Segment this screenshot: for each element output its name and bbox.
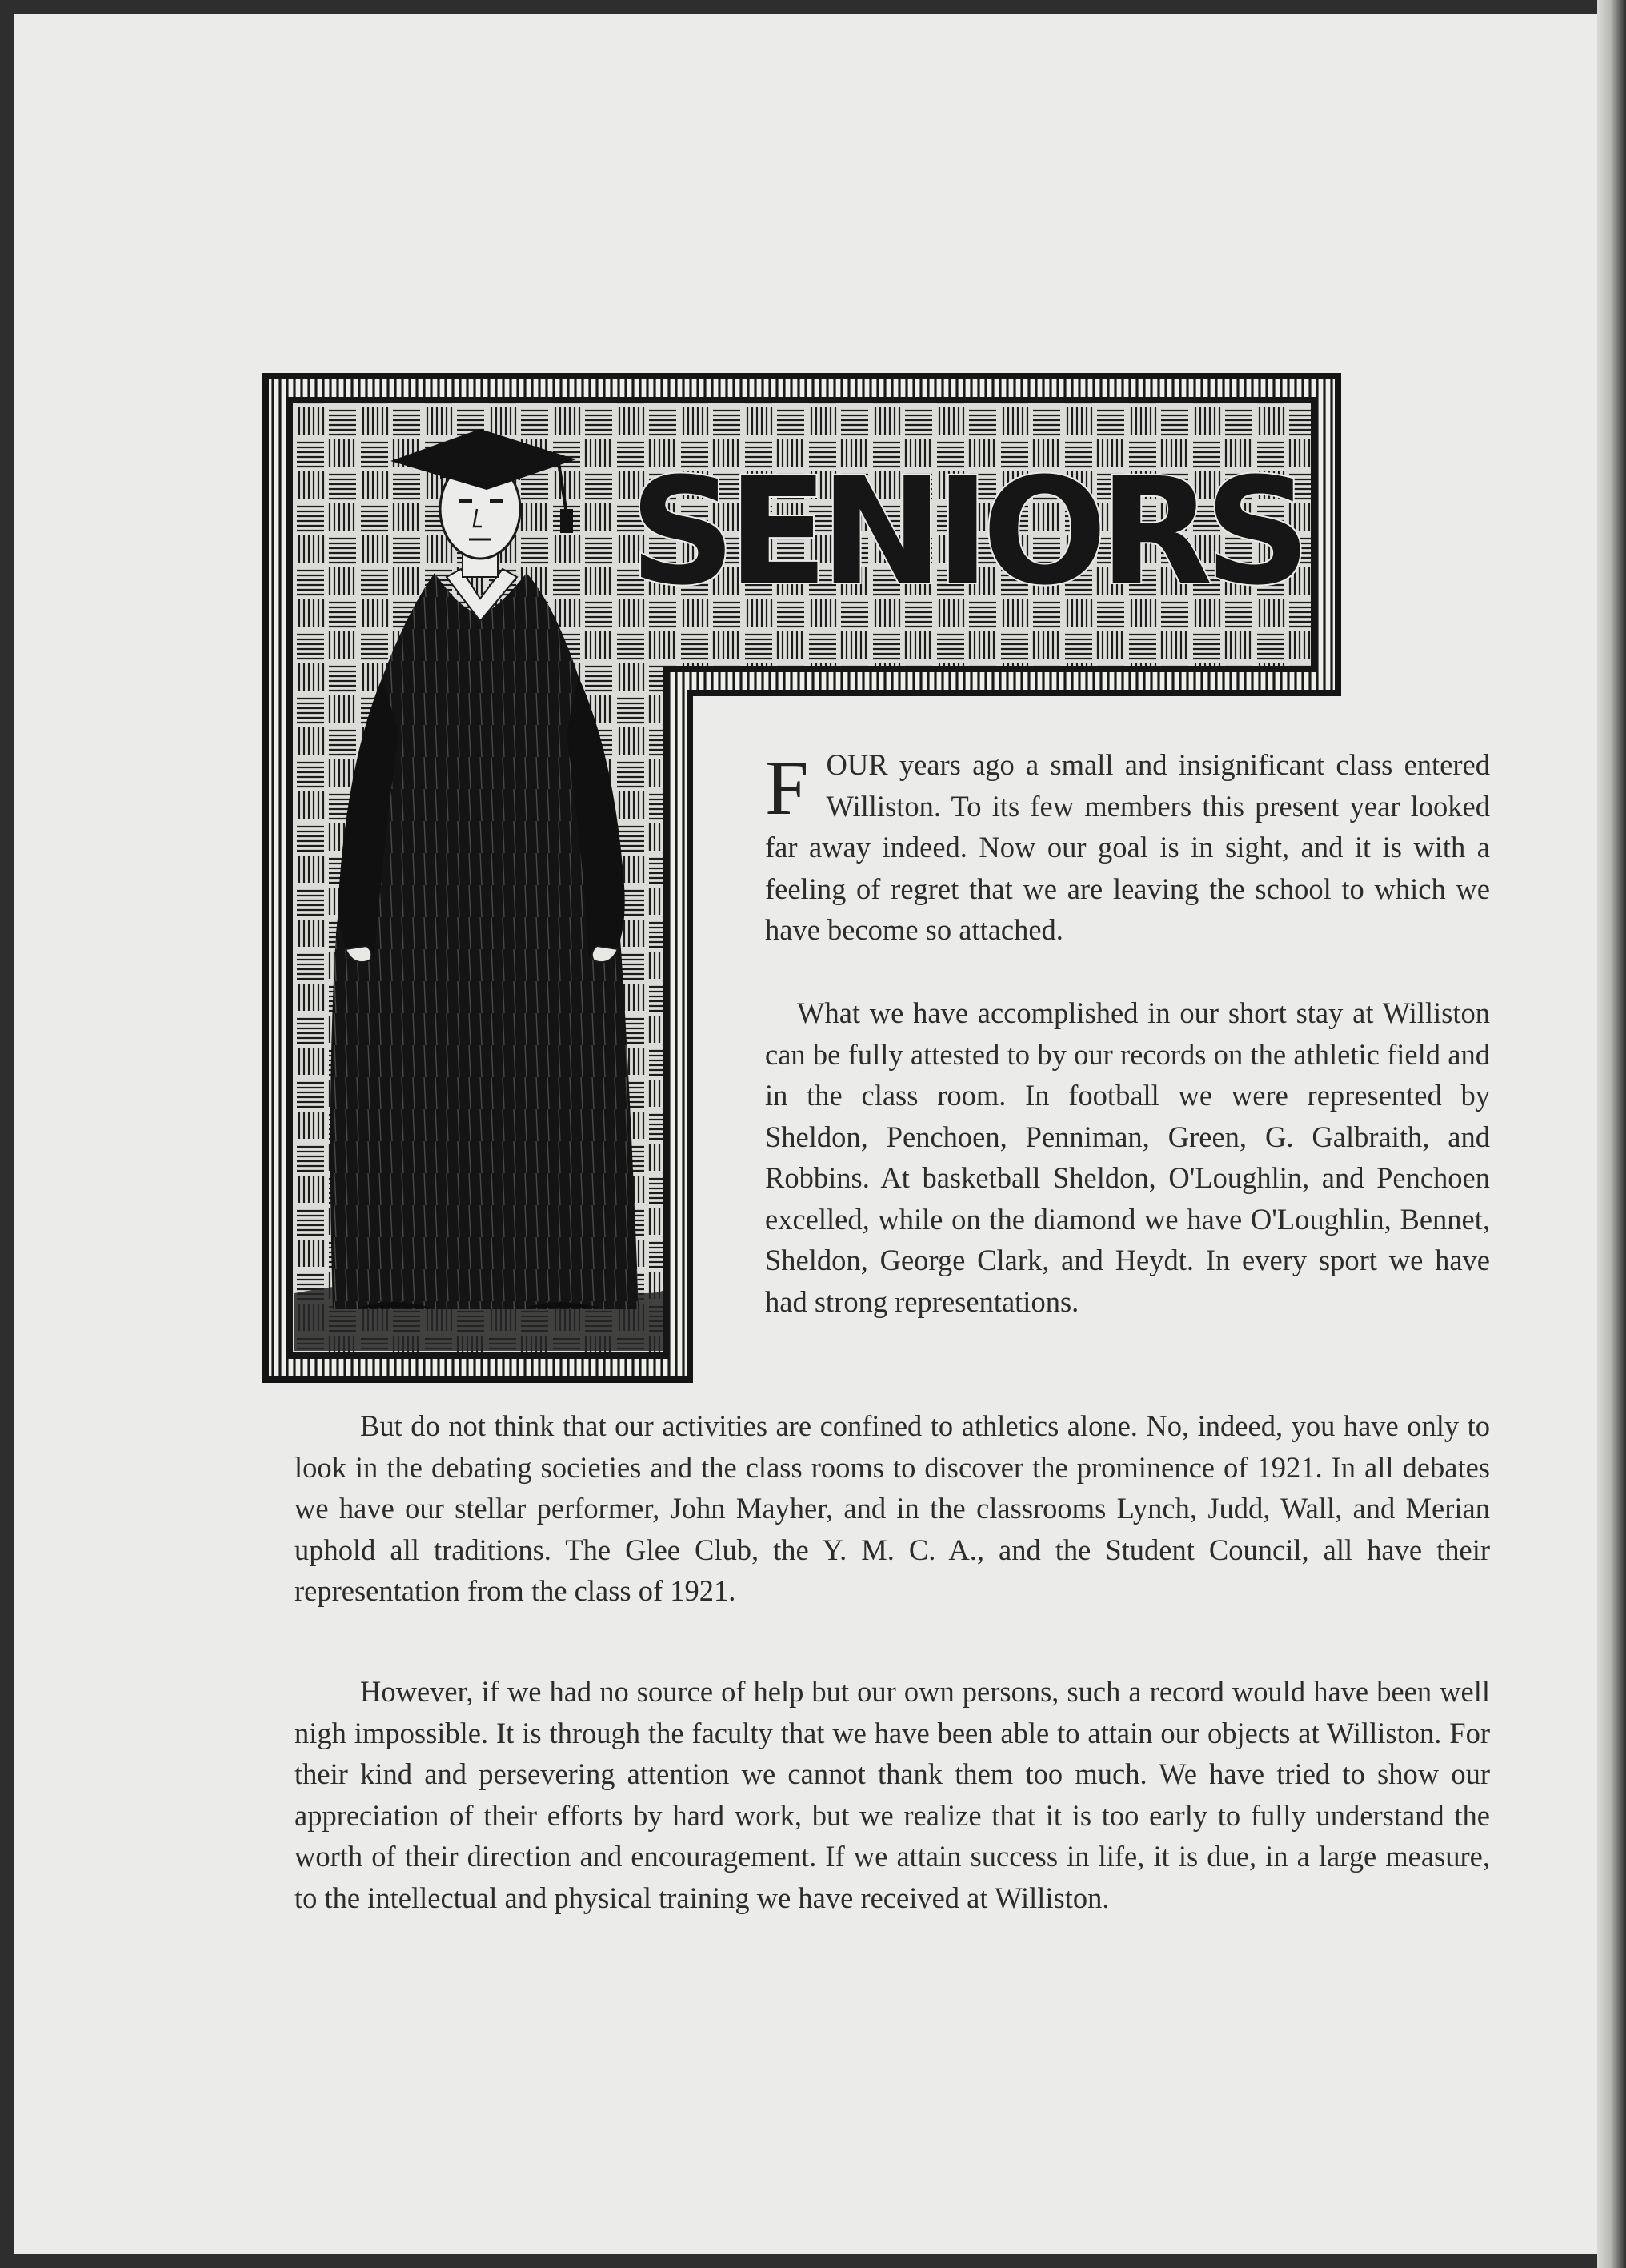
document-page xyxy=(14,14,1597,2254)
paragraph-intro xyxy=(765,744,1490,951)
drop-cap: F xyxy=(765,745,809,831)
paragraph-activities: But do not think that our activities are confined to athletics alone. No, indeed, you have only to look in the debating societies and the class rooms to discover the prominence of 1921. In all debates we have our stellar performer, John Mayher, and in the classrooms Lynch, Judd, Wall, and Merian uphold all traditions. The Glee Club, the Y. M. C. A., and the Student Council, all have their representation from the class of 1921. xyxy=(294,1409,1490,1607)
paragraph-intro-text: OUR years ago a small and insignificant class entered Williston. To its few members this present year looked far away indeed. Now our goal is in sight, and it is with a feeling of regret that we are leaving the school to which we have become so attached. xyxy=(765,748,1490,946)
paragraph-athletics: What we have accomplished in our short stay at Williston can be fully attested to by our records on the athletic field and in the class room. In football we were represented by Sheldon, Penchoen, Penniman, Green, G. Galbraith, and Robbins. At basketball Sheldon, O'Loughlin, and Penchoen excelled, while on the diamond we have O'Loughlin, Bennet, Sheldon, George Clark, and Heydt. In every sport we have had strong representations. xyxy=(765,996,1490,1318)
paragraph-faculty: However, if we had no source of help but our own persons, such a record would have been well nigh impossible. It is through the faculty that we have been able to attain our objects at Williston. For their kind and persevering attention we cannot thank them too much. We have tried to show our appreciation of their efforts by hard work, but we realize that it is too early to fully understand the worth of their direction and encouragement. If we attain success in life, it is due, in a large measure, to the intellectual and physical training we have received at Williston. xyxy=(294,1675,1490,1914)
book-spine-edge xyxy=(1597,0,1626,2268)
page-title: SENIORS xyxy=(629,447,1303,618)
